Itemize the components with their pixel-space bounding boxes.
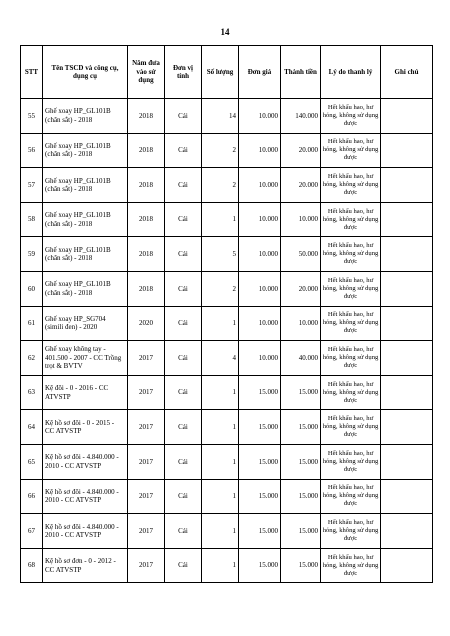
cell-stt: 67 xyxy=(21,514,43,549)
header-total: Thành tiền xyxy=(281,46,321,99)
cell-quantity: 1 xyxy=(202,375,239,410)
cell-unit: Cái xyxy=(165,444,202,479)
cell-unit: Cái xyxy=(165,479,202,514)
cell-total: 40.000 xyxy=(281,341,321,376)
cell-quantity: 2 xyxy=(202,271,239,306)
table-row xyxy=(21,341,433,376)
cell-unit-price: 10.000 xyxy=(239,341,281,376)
table-body xyxy=(21,99,433,583)
cell-note xyxy=(381,99,433,134)
cell-unit-price: 10.000 xyxy=(239,133,281,168)
cell-total: 15.000 xyxy=(281,444,321,479)
cell-reason: Hết khấu hao, hư hỏng, không sử dụng được xyxy=(321,375,381,410)
cell-unit-price: 15.000 xyxy=(239,548,281,583)
cell-reason: Hết khấu hao, hư hỏng, không sử dụng được xyxy=(321,306,381,341)
cell-total: 15.000 xyxy=(281,375,321,410)
table-row xyxy=(21,514,433,549)
cell-unit: Cái xyxy=(165,237,202,272)
cell-asset-name: Kệ hồ sơ đôi - 0 - 2015 - CC ATVSTP xyxy=(43,410,128,445)
cell-total: 15.000 xyxy=(281,479,321,514)
cell-reason: Hết khấu hao, hư hỏng, không sử dụng được xyxy=(321,99,381,134)
cell-year: 2018 xyxy=(128,237,165,272)
cell-year: 2017 xyxy=(128,479,165,514)
cell-reason: Hết khấu hao, hư hỏng, không sử dụng được xyxy=(321,479,381,514)
cell-stt: 66 xyxy=(21,479,43,514)
cell-reason: Hết khấu hao, hư hỏng, không sử dụng được xyxy=(321,410,381,445)
cell-unit: Cái xyxy=(165,168,202,203)
cell-year: 2018 xyxy=(128,271,165,306)
table-row xyxy=(21,271,433,306)
cell-note xyxy=(381,375,433,410)
cell-asset-name: Ghế xoay HP_GL101B (chân sắt) - 2018 xyxy=(43,168,128,203)
page-number: 14 xyxy=(220,27,230,37)
cell-year: 2017 xyxy=(128,410,165,445)
header-year: Năm đưa vào sử dụng xyxy=(128,46,165,99)
cell-total: 140.000 xyxy=(281,99,321,134)
cell-quantity: 2 xyxy=(202,168,239,203)
cell-unit: Cái xyxy=(165,410,202,445)
cell-quantity: 1 xyxy=(202,514,239,549)
cell-quantity: 1 xyxy=(202,444,239,479)
cell-quantity: 5 xyxy=(202,237,239,272)
cell-year: 2018 xyxy=(128,133,165,168)
cell-asset-name: Kệ hồ sơ đôi - 4.840.000 - 2010 - CC ATVSTP xyxy=(43,514,128,549)
table-row xyxy=(21,410,433,445)
cell-year: 2017 xyxy=(128,375,165,410)
header-quantity: Số lượng xyxy=(202,46,239,99)
cell-reason: Hết khấu hao, hư hỏng, không sử dụng được xyxy=(321,548,381,583)
cell-unit-price: 10.000 xyxy=(239,237,281,272)
cell-note xyxy=(381,168,433,203)
table-row xyxy=(21,99,433,134)
cell-note xyxy=(381,479,433,514)
cell-year: 2018 xyxy=(128,168,165,203)
cell-total: 20.000 xyxy=(281,133,321,168)
cell-note xyxy=(381,202,433,237)
cell-asset-name: Kệ đôi - 0 - 2016 - CC ATVSTP xyxy=(43,375,128,410)
cell-asset-name: Ghế xoay HP_SG704 (simili đen) - 2020 xyxy=(43,306,128,341)
cell-year: 2017 xyxy=(128,514,165,549)
cell-asset-name: Ghế xoay HP_GL101B (chân sắt) - 2018 xyxy=(43,237,128,272)
cell-unit: Cái xyxy=(165,548,202,583)
cell-asset-name: Kệ hồ sơ đơn - 0 - 2012 - CC ATVSTP xyxy=(43,548,128,583)
table-row xyxy=(21,444,433,479)
cell-reason: Hết khấu hao, hư hỏng, không sử dụng được xyxy=(321,514,381,549)
cell-total: 50.000 xyxy=(281,237,321,272)
cell-year: 2018 xyxy=(128,202,165,237)
cell-unit: Cái xyxy=(165,341,202,376)
cell-reason: Hết khấu hao, hư hỏng, không sử dụng được xyxy=(321,341,381,376)
cell-total: 15.000 xyxy=(281,514,321,549)
cell-asset-name: Ghế xoay HP_GL101B (chân sắt) - 2018 xyxy=(43,133,128,168)
header-stt: STT xyxy=(21,46,43,99)
cell-unit-price: 10.000 xyxy=(239,271,281,306)
cell-year: 2017 xyxy=(128,341,165,376)
cell-quantity: 1 xyxy=(202,479,239,514)
cell-asset-name: Kệ hồ sơ đôi - 4.840.000 - 2010 - CC ATVSTP xyxy=(43,479,128,514)
cell-year: 2020 xyxy=(128,306,165,341)
cell-unit-price: 15.000 xyxy=(239,479,281,514)
cell-quantity: 1 xyxy=(202,306,239,341)
cell-total: 15.000 xyxy=(281,410,321,445)
table-row xyxy=(21,202,433,237)
table-row xyxy=(21,168,433,203)
cell-total: 20.000 xyxy=(281,271,321,306)
cell-unit-price: 10.000 xyxy=(239,168,281,203)
asset-liquidation-table xyxy=(20,45,433,583)
cell-quantity: 4 xyxy=(202,341,239,376)
cell-unit: Cái xyxy=(165,306,202,341)
header-note: Ghi chú xyxy=(381,46,433,99)
cell-quantity: 1 xyxy=(202,410,239,445)
cell-year: 2017 xyxy=(128,548,165,583)
cell-unit: Cái xyxy=(165,133,202,168)
cell-stt: 64 xyxy=(21,410,43,445)
cell-stt: 68 xyxy=(21,548,43,583)
cell-reason: Hết khấu hao, hư hỏng, không sử dụng được xyxy=(321,133,381,168)
cell-reason: Hết khấu hao, hư hỏng, không sử dụng được xyxy=(321,168,381,203)
cell-unit-price: 10.000 xyxy=(239,99,281,134)
cell-stt: 58 xyxy=(21,202,43,237)
cell-asset-name: Ghế xoay HP_GL101B (chân sắt) - 2018 xyxy=(43,202,128,237)
table-header-row xyxy=(21,46,433,99)
cell-note xyxy=(381,306,433,341)
cell-unit: Cái xyxy=(165,202,202,237)
cell-total: 15.000 xyxy=(281,548,321,583)
cell-unit: Cái xyxy=(165,99,202,134)
cell-note xyxy=(381,410,433,445)
cell-stt: 63 xyxy=(21,375,43,410)
cell-asset-name: Ghế xoay HP_GL101B (chân sắt) - 2018 xyxy=(43,99,128,134)
header-unit: Đơn vị tính xyxy=(165,46,202,99)
table-row xyxy=(21,237,433,272)
cell-asset-name: Ghế xoay HP_GL101B (chân sắt) - 2018 xyxy=(43,271,128,306)
cell-stt: 65 xyxy=(21,444,43,479)
cell-note xyxy=(381,271,433,306)
table-row xyxy=(21,479,433,514)
header-unit-price: Đơn giá xyxy=(239,46,281,99)
table-row xyxy=(21,548,433,583)
cell-year: 2018 xyxy=(128,99,165,134)
cell-unit-price: 15.000 xyxy=(239,444,281,479)
cell-total: 10.000 xyxy=(281,202,321,237)
cell-note xyxy=(381,341,433,376)
cell-stt: 59 xyxy=(21,237,43,272)
table-row xyxy=(21,133,433,168)
cell-reason: Hết khấu hao, hư hỏng, không sử dụng được xyxy=(321,444,381,479)
cell-unit-price: 15.000 xyxy=(239,514,281,549)
cell-total: 10.000 xyxy=(281,306,321,341)
cell-quantity: 1 xyxy=(202,548,239,583)
cell-unit: Cái xyxy=(165,271,202,306)
table-row xyxy=(21,375,433,410)
cell-unit-price: 15.000 xyxy=(239,410,281,445)
cell-year: 2017 xyxy=(128,444,165,479)
cell-stt: 62 xyxy=(21,341,43,376)
cell-stt: 61 xyxy=(21,306,43,341)
cell-asset-name: Ghế xoay không tay - 401.500 - 2007 - CC Trồng trọt & BVTV xyxy=(43,341,128,376)
cell-unit-price: 10.000 xyxy=(239,202,281,237)
cell-reason: Hết khấu hao, hư hỏng, không sử dụng được xyxy=(321,237,381,272)
cell-note xyxy=(381,444,433,479)
header-asset-name: Tên TSCD và công cụ, dụng cụ xyxy=(43,46,128,99)
cell-quantity: 1 xyxy=(202,202,239,237)
cell-stt: 57 xyxy=(21,168,43,203)
cell-note xyxy=(381,133,433,168)
cell-reason: Hết khấu hao, hư hỏng, không sử dụng được xyxy=(321,202,381,237)
cell-unit-price: 15.000 xyxy=(239,375,281,410)
cell-note xyxy=(381,237,433,272)
cell-stt: 55 xyxy=(21,99,43,134)
cell-unit-price: 10.000 xyxy=(239,306,281,341)
cell-quantity: 2 xyxy=(202,133,239,168)
cell-reason: Hết khấu hao, hư hỏng, không sử dụng được xyxy=(321,271,381,306)
header-reason: Lý do thanh lý xyxy=(321,46,381,99)
cell-stt: 60 xyxy=(21,271,43,306)
cell-quantity: 14 xyxy=(202,99,239,134)
cell-note xyxy=(381,514,433,549)
cell-asset-name: Kệ hồ sơ đôi - 4.840.000 - 2010 - CC ATVSTP xyxy=(43,444,128,479)
cell-total: 20.000 xyxy=(281,168,321,203)
table-row xyxy=(21,306,433,341)
cell-stt: 56 xyxy=(21,133,43,168)
cell-unit: Cái xyxy=(165,375,202,410)
cell-note xyxy=(381,548,433,583)
cell-unit: Cái xyxy=(165,514,202,549)
